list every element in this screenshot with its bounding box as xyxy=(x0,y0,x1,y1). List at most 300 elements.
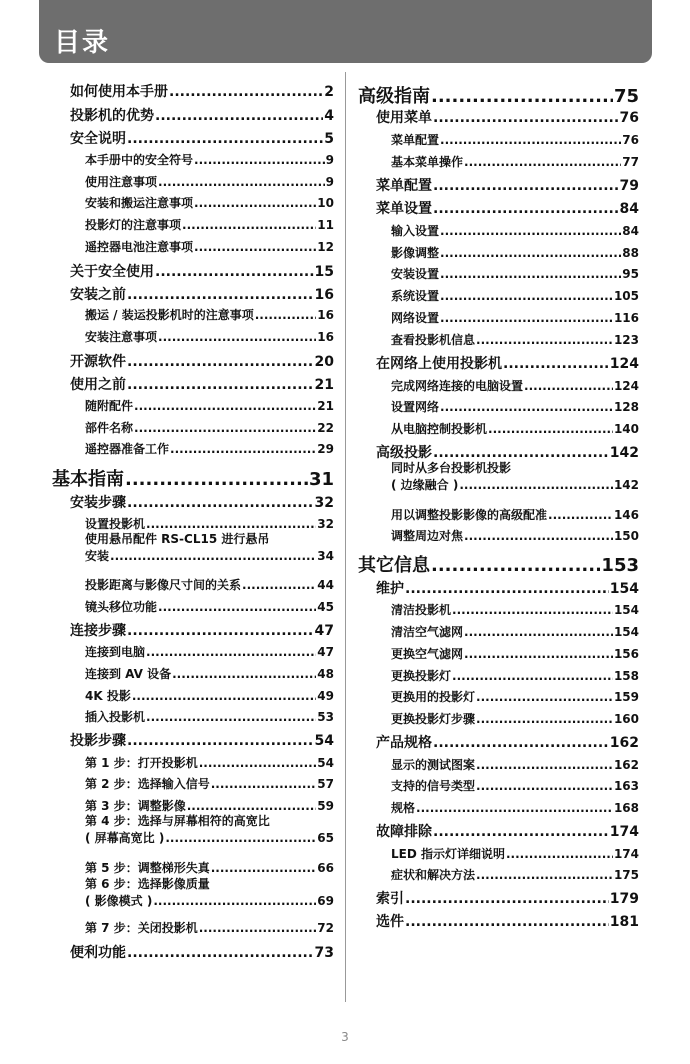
toc-entry-label: 如何使用本手册 xyxy=(70,84,168,100)
dot-leader xyxy=(134,421,316,435)
toc-page-number: 76 xyxy=(619,110,639,126)
dot-leader xyxy=(146,710,316,724)
toc-page-number: 72 xyxy=(317,921,334,935)
dot-leader xyxy=(110,549,316,563)
dot-leader xyxy=(440,311,613,325)
toc-page-number: 123 xyxy=(613,333,639,347)
toc-left-sub-entry[interactable] xyxy=(52,515,334,532)
dot-leader xyxy=(194,153,325,167)
toc-page-number: 140 xyxy=(613,422,639,436)
toc-page-number: 163 xyxy=(613,779,639,793)
toc-entry-label: 使用之前 xyxy=(70,377,126,393)
toc-right-sub-entry[interactable] xyxy=(358,799,639,816)
toc-page-number: 47 xyxy=(314,623,334,639)
dot-leader xyxy=(127,733,314,749)
dot-leader xyxy=(146,645,316,659)
toc-page-number: 156 xyxy=(613,647,639,661)
dot-leader xyxy=(433,178,619,194)
toc-entry-label: 第 5 步：调整梯形失真 xyxy=(85,861,210,875)
dot-leader xyxy=(134,399,316,413)
toc-entry-label: 安装步骤 xyxy=(70,495,126,511)
toc-page-number: 162 xyxy=(609,735,639,751)
toc-left-sub-entry[interactable] xyxy=(52,194,334,211)
toc-right-sub-entry[interactable] xyxy=(358,377,639,394)
toc-page-number: 84 xyxy=(622,224,639,238)
toc-page-number: 32 xyxy=(314,495,334,511)
toc-entry-label: 安装注意事项 xyxy=(85,330,158,344)
dot-leader xyxy=(169,84,323,100)
toc-page-number: 5 xyxy=(324,131,334,147)
toc-entry-label: 连接步骤 xyxy=(70,623,126,639)
toc-entry-label: 用以调整投影影像的高级配准 xyxy=(391,508,548,522)
toc-entry-label: 规格 xyxy=(391,801,416,815)
toc-entry-label: 随附配件 xyxy=(85,399,134,413)
toc-page-number: 73 xyxy=(314,945,334,961)
dot-leader xyxy=(127,377,314,393)
toc-entry-label: 选件 xyxy=(376,914,404,930)
dot-leader xyxy=(127,131,323,147)
toc-page-number: 75 xyxy=(613,86,639,107)
toc-entry-label: 安装设置 xyxy=(391,267,440,281)
dot-leader xyxy=(146,517,316,531)
toc-entry-label: 投影距离与影像尺寸间的关系 xyxy=(85,578,242,592)
dot-leader xyxy=(127,945,314,961)
toc-left-chapter-entry[interactable] xyxy=(52,261,334,281)
dot-leader xyxy=(548,508,613,522)
toc-entry-label: 第 3 步：调整影像 xyxy=(85,799,186,813)
toc-page-number: 47 xyxy=(317,645,334,659)
toc-page-number: 142 xyxy=(613,478,639,493)
toc-entry-label: 清洁投影机 xyxy=(391,603,452,617)
toc-page-number: 175 xyxy=(613,868,639,882)
toc-right-sub-entry[interactable] xyxy=(358,420,639,437)
dot-leader xyxy=(127,287,314,303)
toc-page-number: 95 xyxy=(622,267,639,281)
dot-leader xyxy=(464,647,613,661)
toc-entry-label: 调整周边对焦 xyxy=(391,529,464,543)
dot-leader xyxy=(488,422,613,436)
column-divider xyxy=(345,72,346,1002)
page-title: 目录 xyxy=(54,28,111,58)
toc-left-sub-entry[interactable] xyxy=(52,813,334,846)
toc-left-chapter-entry[interactable] xyxy=(52,351,334,371)
dot-leader xyxy=(452,669,613,683)
toc-page-number: 174 xyxy=(609,824,639,840)
toc-entry-label: 系统设置 xyxy=(391,289,440,303)
dot-leader xyxy=(416,801,613,815)
dot-leader xyxy=(199,921,317,935)
toc-page-number: 12 xyxy=(317,240,334,254)
toc-left-chapter-entry[interactable] xyxy=(52,374,334,394)
dot-leader xyxy=(194,240,316,254)
toc-page-number: 11 xyxy=(317,218,334,232)
toc-left-sub-entry[interactable] xyxy=(52,797,334,814)
toc-entry-label: 投影步骤 xyxy=(70,733,126,749)
dot-leader xyxy=(158,600,316,614)
toc-entry-label: 更换用的投影灯 xyxy=(391,690,476,704)
toc-page-number: 160 xyxy=(613,712,639,726)
toc-entry-label: 完成网络连接的电脑设置 xyxy=(391,379,524,393)
dot-leader xyxy=(433,445,609,461)
toc-entry-label: 第 4 步：选择与屏幕相符的高宽比 xyxy=(85,814,270,828)
toc-page-number: 59 xyxy=(317,799,334,813)
toc-page-number: 105 xyxy=(613,289,639,303)
toc-page-number: 48 xyxy=(317,667,334,681)
dot-leader xyxy=(476,712,613,726)
toc-left-sub-entry[interactable] xyxy=(52,238,334,255)
toc-right-sub-entry[interactable] xyxy=(358,287,639,304)
dot-leader xyxy=(506,847,613,861)
dot-leader xyxy=(153,894,316,908)
toc-entry-label: 便利功能 xyxy=(70,945,126,961)
toc-left-sub-entry[interactable] xyxy=(52,531,334,564)
toc-right-sub-entry[interactable] xyxy=(358,460,639,493)
toc-page-number: 20 xyxy=(314,354,334,370)
toc-page-number: 2 xyxy=(324,84,334,100)
toc-right-sub-entry[interactable] xyxy=(358,866,639,883)
toc-entry-label: 菜单配置 xyxy=(391,133,440,147)
toc-page-number: 179 xyxy=(609,891,639,907)
toc-right-sub-entry[interactable] xyxy=(358,601,639,618)
toc-entry-label: 使用悬吊配件 RS-CL15 进行悬吊 xyxy=(85,532,270,546)
toc-entry-label: 连接到 AV 设备 xyxy=(85,667,172,681)
dot-leader xyxy=(459,478,613,492)
toc-left-sub-entry[interactable] xyxy=(52,919,334,936)
toc-page-number: 34 xyxy=(317,549,334,564)
toc-page-number: 10 xyxy=(317,196,334,210)
toc-entry-label: 搬运 / 装运投影机时的注意事项 xyxy=(85,308,254,322)
dot-leader xyxy=(155,108,323,124)
dot-leader xyxy=(242,578,316,592)
toc-page-number: 174 xyxy=(613,847,639,861)
toc-entry-label-continued: ( 屏幕高宽比 ) xyxy=(85,831,165,846)
toc-left-chapter-entry[interactable] xyxy=(52,284,334,304)
toc-right-sub-entry[interactable] xyxy=(358,506,639,523)
toc-page-number: 15 xyxy=(314,264,334,280)
toc-right-section-heading[interactable] xyxy=(358,551,639,577)
toc-right-sub-entry[interactable] xyxy=(358,710,639,727)
toc-page-number: 154 xyxy=(609,581,639,597)
toc-page-number: 16 xyxy=(317,330,334,344)
toc-left-section-heading[interactable] xyxy=(52,465,334,491)
toc-entry-label: 本手册中的安全符号 xyxy=(85,153,194,167)
toc-page-number: 124 xyxy=(609,356,639,372)
toc-page-number: 16 xyxy=(317,308,334,322)
toc-entry-label: 镜头移位功能 xyxy=(85,600,158,614)
toc-right-chapter-entry[interactable] xyxy=(358,175,639,195)
toc-entry-label: 基本菜单操作 xyxy=(391,155,464,169)
toc-entry-label: 投影灯的注意事项 xyxy=(85,218,182,232)
dot-leader xyxy=(433,735,609,751)
toc-entry-label: 关于安全使用 xyxy=(70,264,154,280)
toc-page-number: 44 xyxy=(317,578,334,592)
toc-entry-label: 故障排除 xyxy=(376,824,432,840)
dot-leader xyxy=(158,330,316,344)
toc-entry-label: 使用注意事项 xyxy=(85,175,158,189)
toc-right-sub-entry[interactable] xyxy=(358,153,639,170)
toc-right-sub-entry[interactable] xyxy=(358,623,639,640)
toc-entry-label: 维护 xyxy=(376,581,404,597)
toc-left-sub-entry[interactable] xyxy=(52,876,334,909)
dot-leader xyxy=(211,777,317,791)
toc-page-number: 88 xyxy=(622,246,639,260)
toc-entry-label: 支持的信号类型 xyxy=(391,779,476,793)
dot-leader xyxy=(476,758,613,772)
toc-page-number: 77 xyxy=(622,155,639,169)
toc-page-number: 168 xyxy=(613,801,639,815)
toc-page-number: 54 xyxy=(317,756,334,770)
dot-leader xyxy=(433,824,609,840)
toc-left-sub-entry[interactable] xyxy=(52,859,334,876)
toc-entry-label: 显示的测试图案 xyxy=(391,758,476,772)
toc-entry-label: 症状和解决方法 xyxy=(391,868,476,882)
toc-left-sub-entry[interactable] xyxy=(52,576,334,593)
dot-leader xyxy=(405,581,609,597)
dot-leader xyxy=(440,246,621,260)
toc-right-sub-entry[interactable] xyxy=(358,688,639,705)
dot-leader xyxy=(158,175,325,189)
toc-left-sub-entry[interactable] xyxy=(52,328,334,345)
toc-page-number: 84 xyxy=(619,201,639,217)
dot-leader xyxy=(155,264,314,280)
toc-left-sub-entry[interactable] xyxy=(52,708,334,725)
toc-page-number: 29 xyxy=(317,442,334,456)
toc-page-number: 146 xyxy=(613,508,639,522)
dot-leader xyxy=(503,356,609,372)
toc-page-number: 21 xyxy=(314,377,334,393)
toc-page-number: 181 xyxy=(609,914,639,930)
toc-page-number: 124 xyxy=(613,379,639,393)
toc-entry-label: 投影机的优势 xyxy=(70,108,154,124)
toc-entry-label: 更换空气滤网 xyxy=(391,647,464,661)
toc-entry-label: 从电脑控制投影机 xyxy=(391,422,488,436)
toc-page-number: 158 xyxy=(613,669,639,683)
toc-left-chapter-entry[interactable] xyxy=(52,942,334,962)
toc-left-sub-entry[interactable] xyxy=(52,643,334,660)
toc-right-sub-entry[interactable] xyxy=(358,845,639,862)
toc-left-chapter-entry[interactable] xyxy=(52,128,334,148)
dot-leader xyxy=(440,267,621,281)
dot-leader xyxy=(187,799,317,813)
dot-leader xyxy=(440,289,613,303)
dot-leader xyxy=(405,914,609,930)
dot-leader xyxy=(476,779,613,793)
toc-entry-label: 输入设置 xyxy=(391,224,440,238)
toc-entry-label: 4K 投影 xyxy=(85,689,131,703)
toc-left-chapter-entry[interactable] xyxy=(52,105,334,125)
toc-right-sub-entry[interactable] xyxy=(358,777,639,794)
toc-right-sub-entry[interactable] xyxy=(358,309,639,326)
toc-page-number: 45 xyxy=(317,600,334,614)
toc-entry-label: 网络设置 xyxy=(391,311,440,325)
dot-leader xyxy=(524,379,613,393)
toc-entry-label-continued: ( 边缘融合 ) xyxy=(391,478,459,493)
toc-entry-label: 其它信息 xyxy=(358,555,430,576)
dot-leader xyxy=(464,529,613,543)
toc-page-number: 9 xyxy=(325,153,334,167)
toc-page-number: 153 xyxy=(601,555,639,576)
toc-entry-label: 更换投影灯 xyxy=(391,669,452,683)
toc-entry-label: 索引 xyxy=(376,891,404,907)
page-number: 3 xyxy=(341,1030,349,1044)
toc-page-number: 159 xyxy=(613,690,639,704)
toc-page-number: 66 xyxy=(317,861,334,875)
dot-leader xyxy=(405,891,609,907)
toc-entry-label: 高级投影 xyxy=(376,445,432,461)
toc-right-chapter-entry[interactable] xyxy=(358,732,639,752)
toc-right-sub-entry[interactable] xyxy=(358,667,639,684)
toc-entry-label: 安装之前 xyxy=(70,287,126,303)
toc-left-sub-entry[interactable] xyxy=(52,306,334,323)
toc-right-sub-entry[interactable] xyxy=(358,331,639,348)
toc-left-sub-entry[interactable] xyxy=(52,419,334,436)
toc-entry-label: 插入投影机 xyxy=(85,710,146,724)
toc-page-number: 76 xyxy=(622,133,639,147)
toc-entry-label: 影像调整 xyxy=(391,246,440,260)
toc-left-sub-entry[interactable] xyxy=(52,440,334,457)
toc-entry-label: 使用菜单 xyxy=(376,110,432,126)
dot-leader xyxy=(440,400,613,414)
dot-leader xyxy=(127,354,314,370)
toc-entry-label: 部件名称 xyxy=(85,421,134,435)
toc-entry-label: 安装和搬运注意事项 xyxy=(85,196,194,210)
toc-right-chapter-entry[interactable] xyxy=(358,198,639,218)
toc-page-number: 150 xyxy=(613,529,639,543)
dot-leader xyxy=(431,555,600,576)
toc-left-chapter-entry[interactable] xyxy=(52,492,334,512)
toc-left-sub-entry[interactable] xyxy=(52,151,334,168)
toc-entry-label: 在网络上使用投影机 xyxy=(376,356,502,372)
toc-left-chapter-entry[interactable] xyxy=(52,730,334,750)
toc-right-chapter-entry[interactable] xyxy=(358,821,639,841)
toc-page-number: 69 xyxy=(317,894,334,909)
toc-right-chapter-entry[interactable] xyxy=(358,578,639,598)
toc-entry-label-continued: ( 影像模式 ) xyxy=(85,894,153,909)
toc-page-number: 31 xyxy=(308,469,334,490)
toc-entry-label: 更换投影灯步骤 xyxy=(391,712,476,726)
dot-leader xyxy=(464,625,613,639)
toc-page-number: 57 xyxy=(317,777,334,791)
toc-entry-label: 第 6 步：选择影像质量 xyxy=(85,877,210,891)
toc-page-number: 116 xyxy=(613,311,639,325)
toc-right-chapter-entry[interactable] xyxy=(358,442,639,462)
toc-right-sub-entry[interactable] xyxy=(358,244,639,261)
toc-right-chapter-entry[interactable] xyxy=(358,353,639,373)
dot-leader xyxy=(255,308,317,322)
toc-right-sub-entry[interactable] xyxy=(358,222,639,239)
toc-entry-label: 高级指南 xyxy=(358,86,430,107)
toc-entry-label: 设置投影机 xyxy=(85,517,146,531)
toc-page-number: 21 xyxy=(317,399,334,413)
toc-page-number: 154 xyxy=(613,625,639,639)
toc-left-sub-entry[interactable] xyxy=(52,397,334,414)
toc-page-number: 142 xyxy=(609,445,639,461)
toc-right-sub-entry[interactable] xyxy=(358,756,639,773)
toc-right-chapter-entry[interactable] xyxy=(358,107,639,127)
toc-right-sub-entry[interactable] xyxy=(358,645,639,662)
toc-entry-label: 第 2 步：选择输入信号 xyxy=(85,777,210,791)
toc-entry-label: 同时从多台投影机投影 xyxy=(391,461,512,475)
toc-entry-label: 遥控器准备工作 xyxy=(85,442,170,456)
toc-left-sub-entry[interactable] xyxy=(52,598,334,615)
dot-leader xyxy=(476,690,613,704)
toc-entry-label: LED 指示灯详细说明 xyxy=(391,847,505,861)
toc-right-sub-entry[interactable] xyxy=(358,265,639,282)
toc-left-sub-entry[interactable] xyxy=(52,173,334,190)
toc-left-sub-entry[interactable] xyxy=(52,665,334,682)
dot-leader xyxy=(132,689,316,703)
toc-entry-label: 第 1 步：打开投影机 xyxy=(85,756,198,770)
dot-leader xyxy=(440,133,621,147)
toc-page-number: 65 xyxy=(317,831,334,846)
toc-page-number: 128 xyxy=(613,400,639,414)
dot-leader xyxy=(211,861,317,875)
toc-right-sub-entry[interactable] xyxy=(358,131,639,148)
toc-left-sub-entry[interactable] xyxy=(52,687,334,704)
toc-right-sub-entry[interactable] xyxy=(358,398,639,415)
toc-right-chapter-entry[interactable] xyxy=(358,888,639,908)
dot-leader xyxy=(127,495,314,511)
toc-entry-label: 查看投影机信息 xyxy=(391,333,476,347)
toc-entry-label-continued: 安装 xyxy=(85,549,110,564)
toc-entry-label: 连接到电脑 xyxy=(85,645,146,659)
toc-right-chapter-entry[interactable] xyxy=(358,911,639,931)
toc-page-number: 162 xyxy=(613,758,639,772)
toc-page-number: 54 xyxy=(314,733,334,749)
dot-leader xyxy=(182,218,316,232)
dot-leader xyxy=(476,868,613,882)
toc-page-number: 9 xyxy=(325,175,334,189)
dot-leader xyxy=(452,603,613,617)
dot-leader xyxy=(433,110,619,126)
dot-leader xyxy=(199,756,317,770)
toc-page-number: 22 xyxy=(317,421,334,435)
toc-left-chapter-entry[interactable] xyxy=(52,620,334,640)
toc-page-number: 49 xyxy=(317,689,334,703)
dot-leader xyxy=(194,196,316,210)
toc-right-sub-entry[interactable] xyxy=(358,527,639,544)
toc-entry-label: 清洁空气滤网 xyxy=(391,625,464,639)
toc-page-number: 4 xyxy=(324,108,334,124)
toc-entry-label: 菜单设置 xyxy=(376,201,432,217)
toc-page-number: 32 xyxy=(317,517,334,531)
toc-entry-label: 设置网络 xyxy=(391,400,440,414)
toc-entry-label: 产品规格 xyxy=(376,735,432,751)
toc-left-chapter-entry[interactable] xyxy=(52,81,334,101)
dot-leader xyxy=(431,86,613,107)
dot-leader xyxy=(440,224,621,238)
dot-leader xyxy=(464,155,621,169)
toc-entry-label: 基本指南 xyxy=(52,469,124,490)
dot-leader xyxy=(476,333,613,347)
toc-entry-label: 开源软件 xyxy=(70,354,126,370)
toc-left-sub-entry[interactable] xyxy=(52,216,334,233)
toc-page-number: 16 xyxy=(314,287,334,303)
toc-right-section-heading[interactable] xyxy=(358,82,639,108)
page-header xyxy=(39,0,652,63)
toc-left-sub-entry[interactable] xyxy=(52,754,334,771)
toc-page-number: 79 xyxy=(619,178,639,194)
toc-page-number: 53 xyxy=(317,710,334,724)
dot-leader xyxy=(165,831,316,845)
dot-leader xyxy=(170,442,316,456)
dot-leader xyxy=(125,469,308,490)
toc-left-sub-entry[interactable] xyxy=(52,775,334,792)
toc-entry-label: 第 7 步：关闭投影机 xyxy=(85,921,198,935)
toc-entry-label: 遥控器电池注意事项 xyxy=(85,240,194,254)
toc-entry-label: 安全说明 xyxy=(70,131,126,147)
toc-entry-label: 菜单配置 xyxy=(376,178,432,194)
